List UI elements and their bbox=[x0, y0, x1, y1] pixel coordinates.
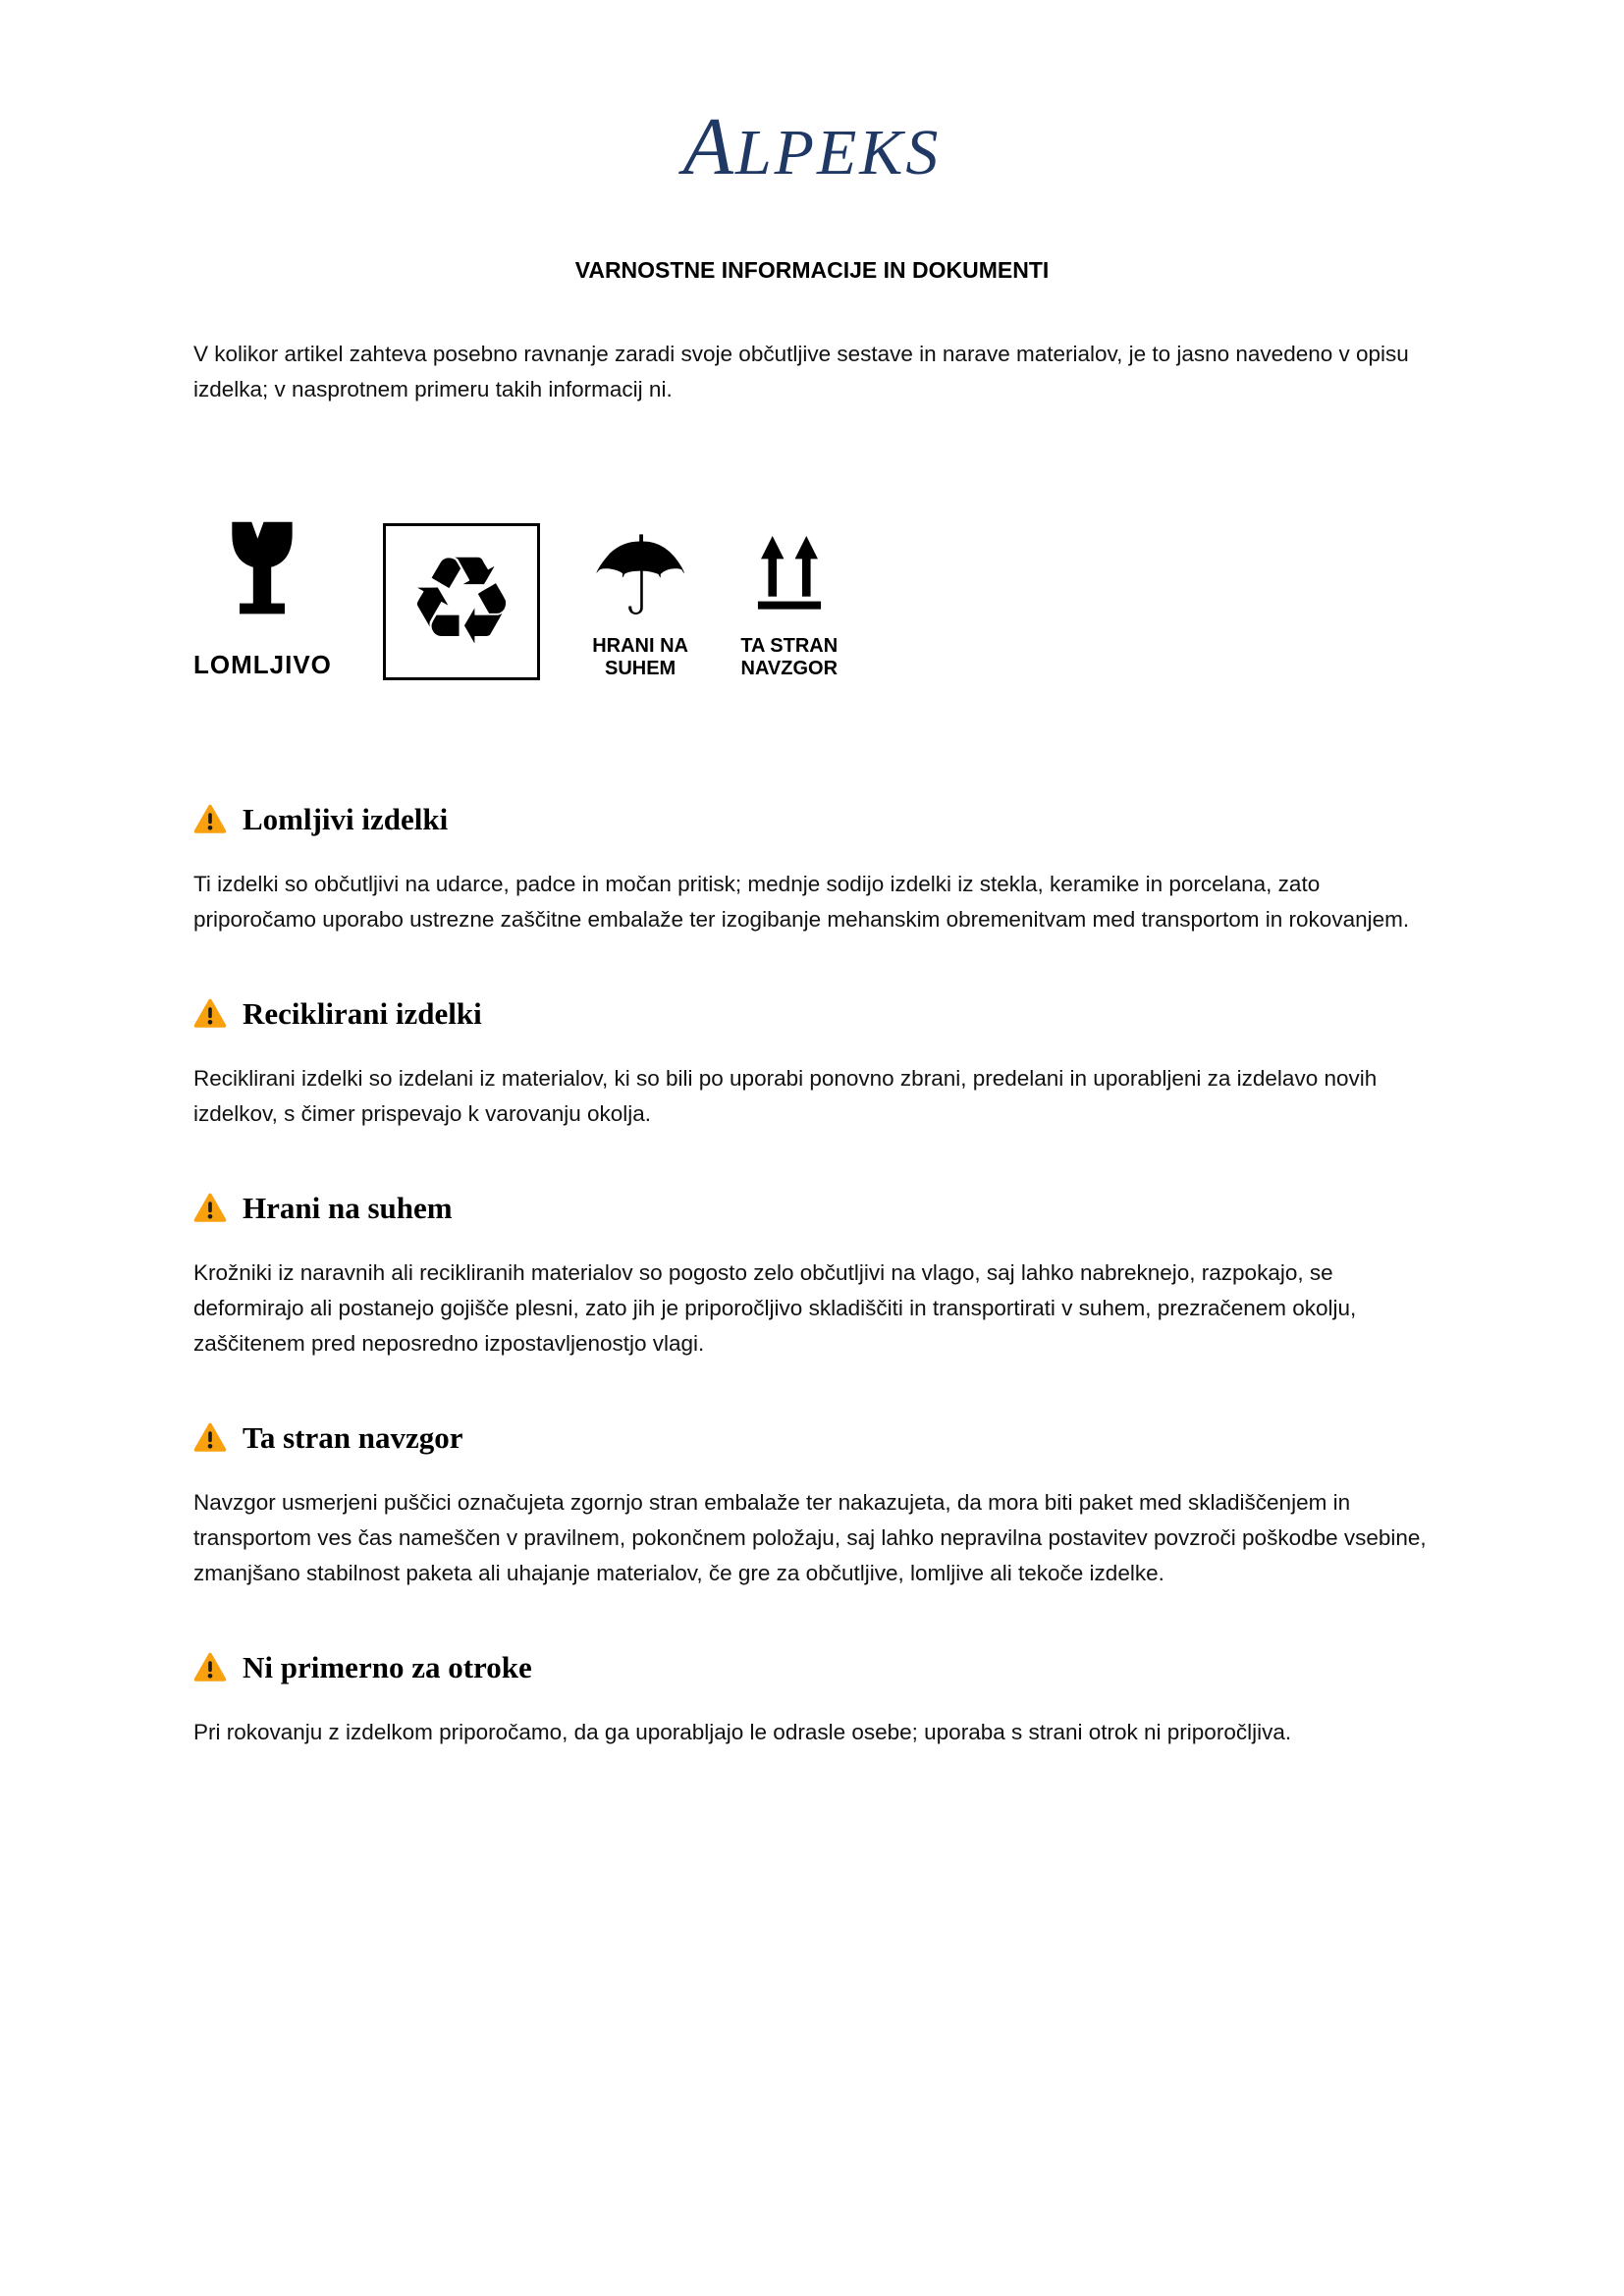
keep-dry-label-line2: SUHEM bbox=[604, 657, 677, 679]
section-heading bbox=[193, 1191, 1431, 1226]
warning-icon bbox=[193, 1422, 227, 1453]
warning-icon bbox=[193, 1193, 227, 1223]
keep-dry-symbol bbox=[590, 513, 690, 680]
fragile-glass-icon bbox=[217, 511, 307, 641]
this-side-up-symbol bbox=[740, 517, 838, 680]
section-title: Ta stran navzgor bbox=[243, 1419, 463, 1455]
section-heading bbox=[193, 1420, 1431, 1456]
packaging-symbols-row bbox=[193, 511, 1431, 680]
warning-icon bbox=[193, 998, 227, 1029]
brand-logo bbox=[193, 101, 1431, 192]
fragile-label: LOMLJIVO bbox=[193, 650, 332, 679]
fragile-symbol bbox=[193, 511, 332, 680]
brand-logo-initial: A bbox=[682, 101, 735, 192]
brand-logo-rest: LPEKS bbox=[734, 117, 942, 188]
section-not-for-children bbox=[193, 1650, 1431, 1750]
recycle-icon: ♻ bbox=[406, 530, 516, 672]
warning-icon bbox=[193, 804, 227, 834]
recycle-symbol bbox=[383, 523, 540, 680]
section-title: Lomljivi izdelki bbox=[243, 801, 449, 836]
section-body: Reciklirani izdelki so izdelani iz materialov, ki so bili po uporabi ponovno zbrani, predelani in uporabljeni za izdelavo novih izdelkov, s čimer prispevajo k varovanju okolja. bbox=[193, 1065, 1378, 1126]
section-title: Reciklirani izdelki bbox=[243, 995, 482, 1031]
section-heading bbox=[193, 802, 1431, 837]
section-heading bbox=[193, 996, 1431, 1032]
section-recycled-products bbox=[193, 996, 1431, 1132]
section-body: Pri rokovanju z izdelkom priporočamo, da ga uporabljajo le odrasle osebe; uporaba s strani otrok ni priporočljiva. bbox=[193, 1719, 1292, 1744]
section-title: Ni primerno za otroke bbox=[243, 1649, 532, 1684]
keep-dry-label-line1: HRANI NA bbox=[592, 634, 688, 657]
section-this-side-up bbox=[193, 1420, 1431, 1591]
section-body: Krožniki iz naravnih ali recikliranih materialov so pogosto zelo občutljivi na vlago, saj lahko nabreknejo, razpokajo, se deformirajo ali postanejo gojišče plesni, zato jih je priporočljivo skladiščiti in transportirati v suhem, prezračenem okolju, zaščitenem pred neposredno izpostavljenostjo vlagi. bbox=[193, 1259, 1357, 1356]
section-body: Ti izdelki so občutljivi na udarce, padce in močan pritisk; mednje sodijo izdelki iz stekla, keramike in porcelana, zato priporočamo uporabo ustrezne zaščitne embalaže ter izogibanje mehanskim obremenitvam med transportom in rokovanjem. bbox=[193, 871, 1410, 932]
keep-dry-label bbox=[592, 635, 688, 680]
this-side-up-icon bbox=[753, 517, 826, 627]
section-keep-dry bbox=[193, 1191, 1431, 1362]
recycle-box bbox=[383, 523, 540, 680]
this-side-up-label bbox=[740, 635, 838, 680]
section-body: Navzgor usmerjeni puščici označujeta zgornjo stran embalaže ter nakazujeta, da mora biti paket med skladiščenjem in transportom ves čas nameščen v pravilnem, pokončnem položaju, saj lahko nepravilna postavitev povzroči poškodbe vsebine, zmanjšano stabilnost paketa ali uhajanje materialov, če gre za občutljive, lomljive ali tekoče izdelke. bbox=[193, 1489, 1427, 1585]
section-title: Hrani na suhem bbox=[243, 1190, 453, 1225]
warning-icon bbox=[193, 1652, 227, 1682]
this-side-up-label-line1: TA STRAN bbox=[740, 634, 839, 657]
info-sections bbox=[193, 802, 1431, 1750]
section-heading bbox=[193, 1650, 1431, 1685]
intro-paragraph: V kolikor artikel zahteva posebno ravnanje zaradi svoje občutljive sestave in narave materialov, je to jasno navedeno v opisu izdelka; v nasprotnem primeru takih informacij ni. bbox=[193, 342, 1409, 401]
section-fragile-products bbox=[193, 802, 1431, 937]
this-side-up-label-line2: NAVZGOR bbox=[740, 657, 839, 679]
document-page bbox=[193, 0, 1431, 1750]
umbrella-icon: ☂ bbox=[590, 513, 690, 642]
page-title: VARNOSTNE INFORMACIJE IN DOKUMENTI bbox=[574, 257, 1050, 283]
